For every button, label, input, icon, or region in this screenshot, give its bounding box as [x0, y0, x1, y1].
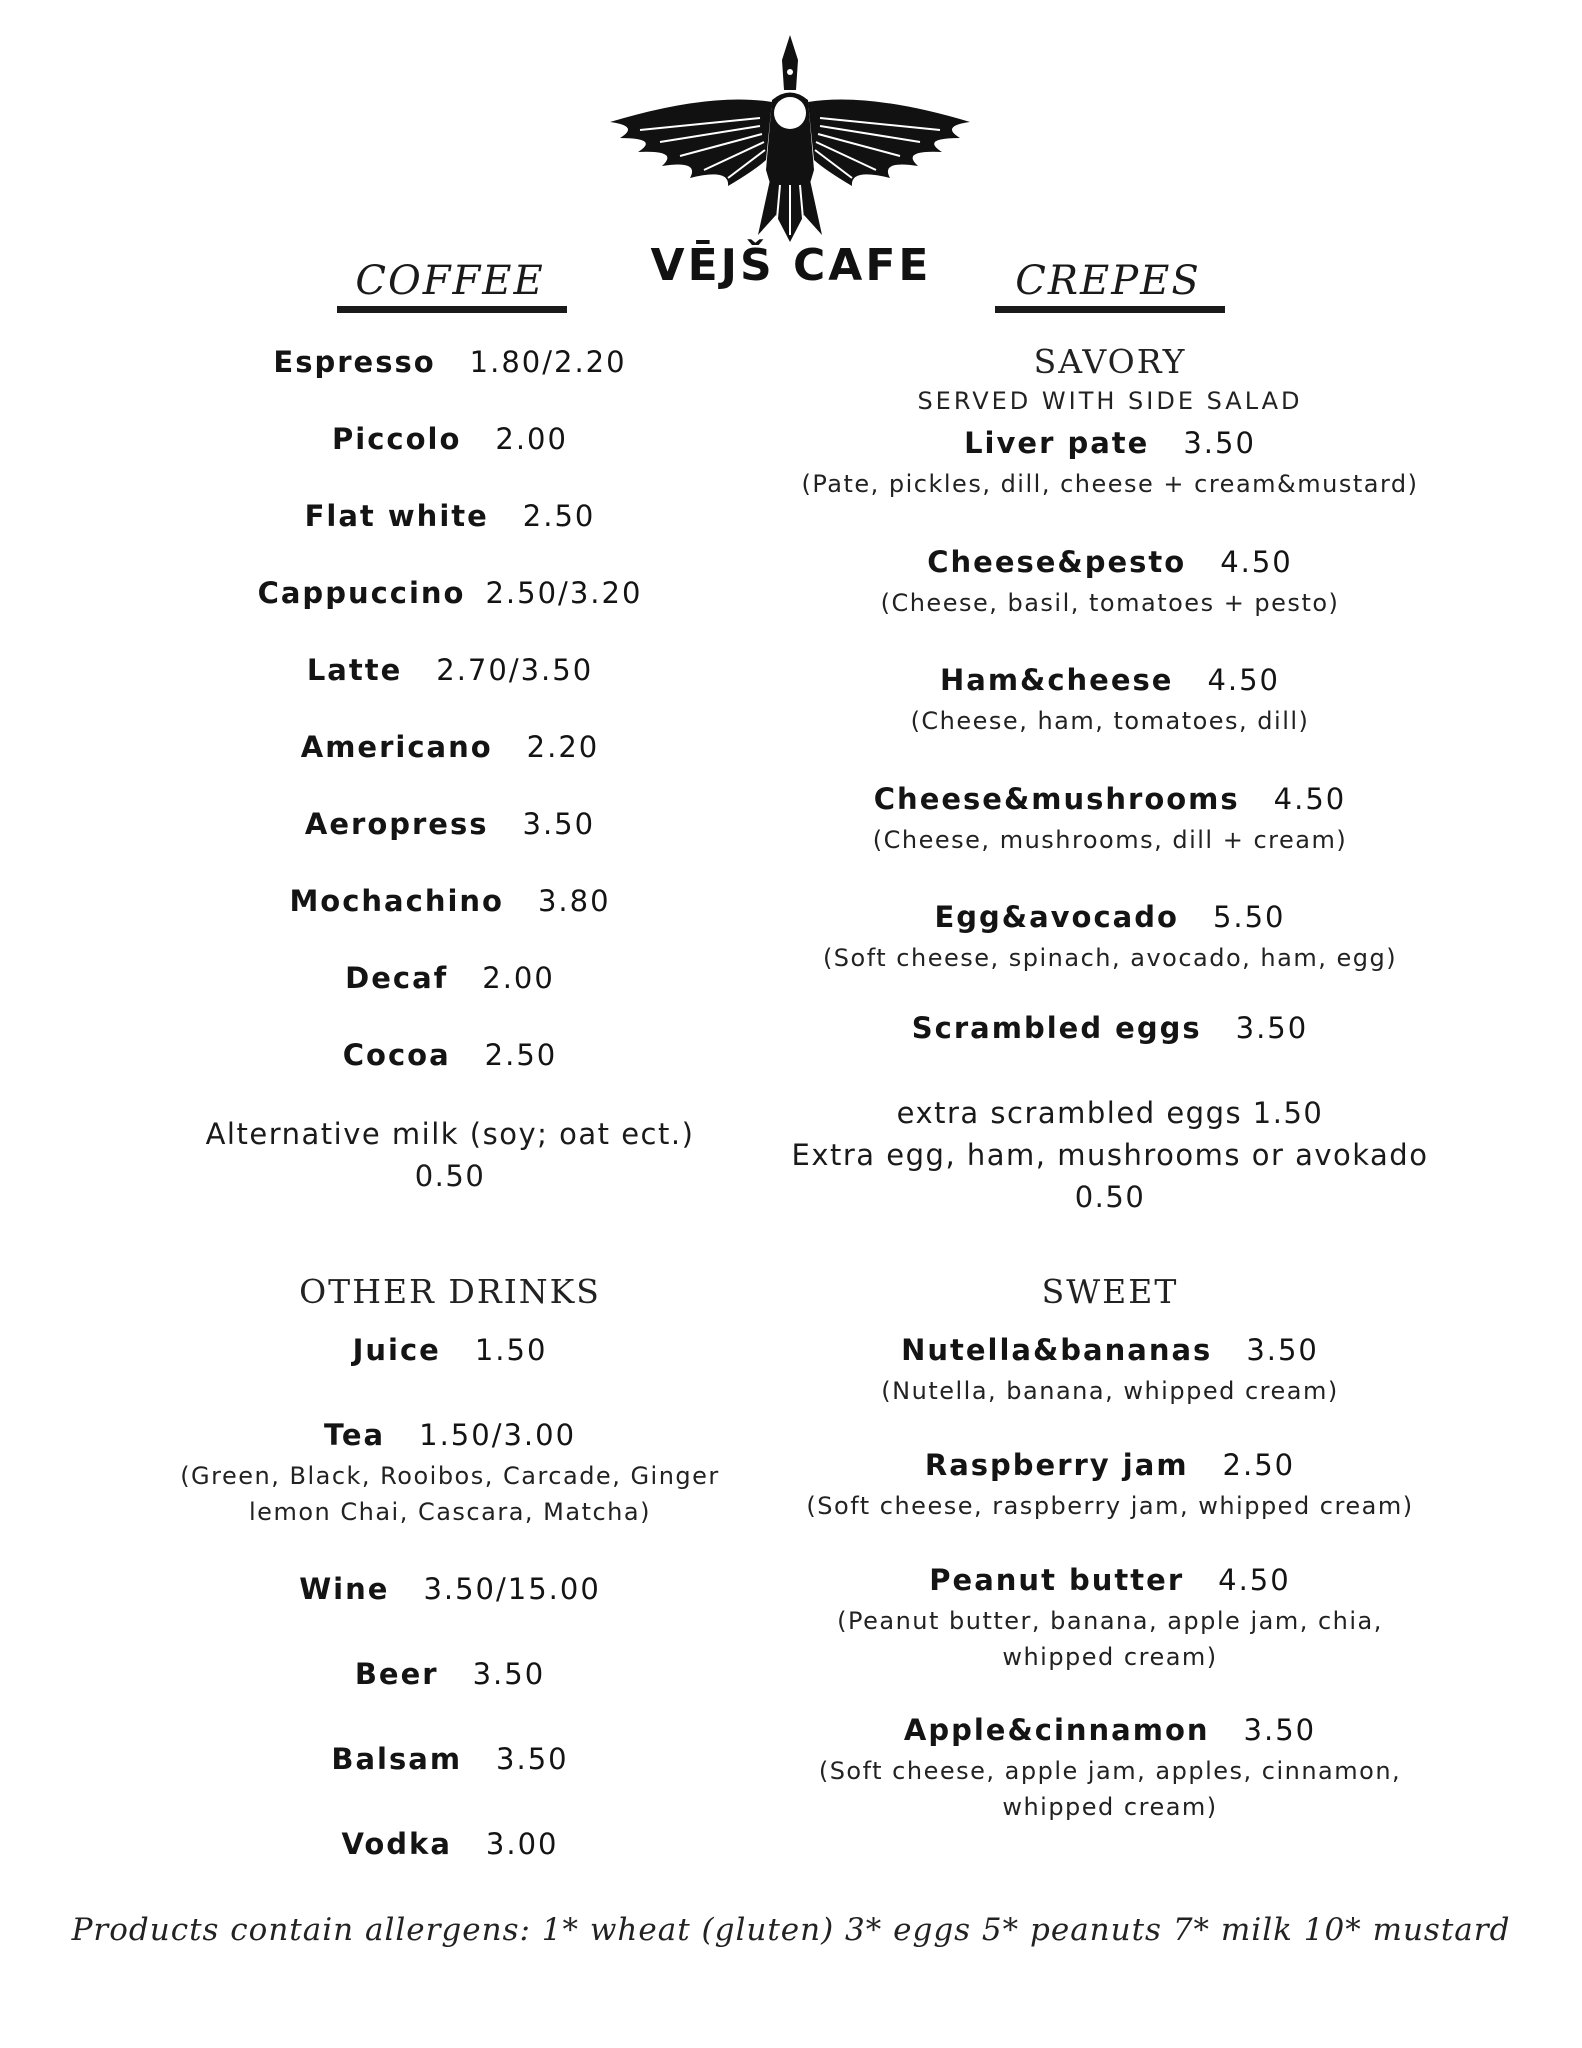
menu-item: Cappuccino 2.50/3.20: [257, 576, 643, 610]
sweet-title: SWEET: [1041, 1272, 1179, 1311]
menu-item: Piccolo 2.00: [332, 422, 568, 456]
menu-item: Flat white 2.50: [304, 499, 596, 533]
item-description: (Cheese, basil, tomatoes + pesto): [880, 589, 1340, 617]
menu-item: Mochachino 3.80: [289, 884, 611, 918]
savory-note: SERVED WITH SIDE SALAD: [917, 387, 1303, 415]
item-description: (Pate, pickles, dill, cheese + cream&mustard): [801, 470, 1419, 498]
menu-item: Apple&cinnamon 3.50: [903, 1713, 1317, 1747]
item-description: (Soft cheese, spinach, avocado, ham, egg): [822, 944, 1398, 972]
coffee-title: COFFEE: [355, 258, 545, 304]
brand-name: VĒJŠ CAFE: [650, 240, 932, 291]
menu-item: Peanut butter 4.50: [929, 1563, 1291, 1597]
menu-item: Latte 2.70/3.50: [306, 653, 594, 687]
menu-item: Juice 1.50: [352, 1333, 548, 1367]
coffee-title-rule: [337, 306, 567, 313]
item-description: (Soft cheese, apple jam, apples, cinnamon, whipped cream): [818, 1757, 1402, 1821]
crepes-title-rule: [995, 306, 1225, 313]
menu-item: Cheese&pesto 4.50: [927, 545, 1293, 579]
menu-item: Scrambled eggs 3.50: [911, 1011, 1309, 1045]
item-description: (Nutella, banana, whipped cream): [881, 1377, 1339, 1405]
menu-item: Aeropress 3.50: [304, 807, 596, 841]
menu-item: Americano 2.20: [300, 730, 600, 764]
menu-item: Cocoa 2.50: [342, 1038, 558, 1072]
menu-item: Cheese&mushrooms 4.50: [873, 782, 1347, 816]
other-drinks-title: OTHER DRINKS: [299, 1272, 601, 1311]
item-description: (Green, Black, Rooibos, Carcade, Ginger lemon Chai, Cascara, Matcha): [180, 1462, 720, 1526]
menu-item: Nutella&bananas 3.50: [901, 1333, 1319, 1367]
menu-item: Vodka 3.00: [341, 1827, 559, 1861]
menu-item: Balsam 3.50: [331, 1742, 569, 1776]
item-description: (Cheese, ham, tomatoes, dill): [910, 707, 1310, 735]
menu-item: Egg&avocado 5.50: [934, 900, 1286, 934]
item-description: (Soft cheese, raspberry jam, whipped cream): [806, 1492, 1414, 1520]
menu-item: Ham&cheese 4.50: [939, 663, 1281, 697]
menu-item: Wine 3.50/15.00: [299, 1572, 601, 1606]
extras-note: extra scrambled eggs 1.50 Extra egg, ham, mushrooms or avokado 0.50: [791, 1096, 1429, 1214]
menu-item: Raspberry jam 2.50: [924, 1448, 1296, 1482]
menu-item: Espresso 1.80/2.20: [273, 345, 627, 379]
item-description: (Peanut butter, banana, apple jam, chia, whipped cream): [837, 1607, 1383, 1671]
menu-item: Decaf 2.00: [345, 961, 555, 995]
item-description: (Cheese, mushrooms, dill + cream): [872, 826, 1348, 854]
menu-item: Liver pate 3.50: [964, 426, 1256, 460]
allergens-footer: Products contain allergens: 1* wheat (gluten) 3* eggs 5* peanuts 7* milk 10* mustard: [71, 1912, 1511, 1948]
menu-item: Beer 3.50: [354, 1657, 546, 1691]
raven-logo-icon: [600, 30, 980, 245]
alt-milk-note: Alternative milk (soy; oat ect.) 0.50: [205, 1117, 695, 1193]
menu-item: Tea 1.50/3.00: [323, 1418, 577, 1452]
crepes-title: CREPES: [1015, 258, 1201, 304]
savory-title: SAVORY: [1033, 342, 1187, 381]
